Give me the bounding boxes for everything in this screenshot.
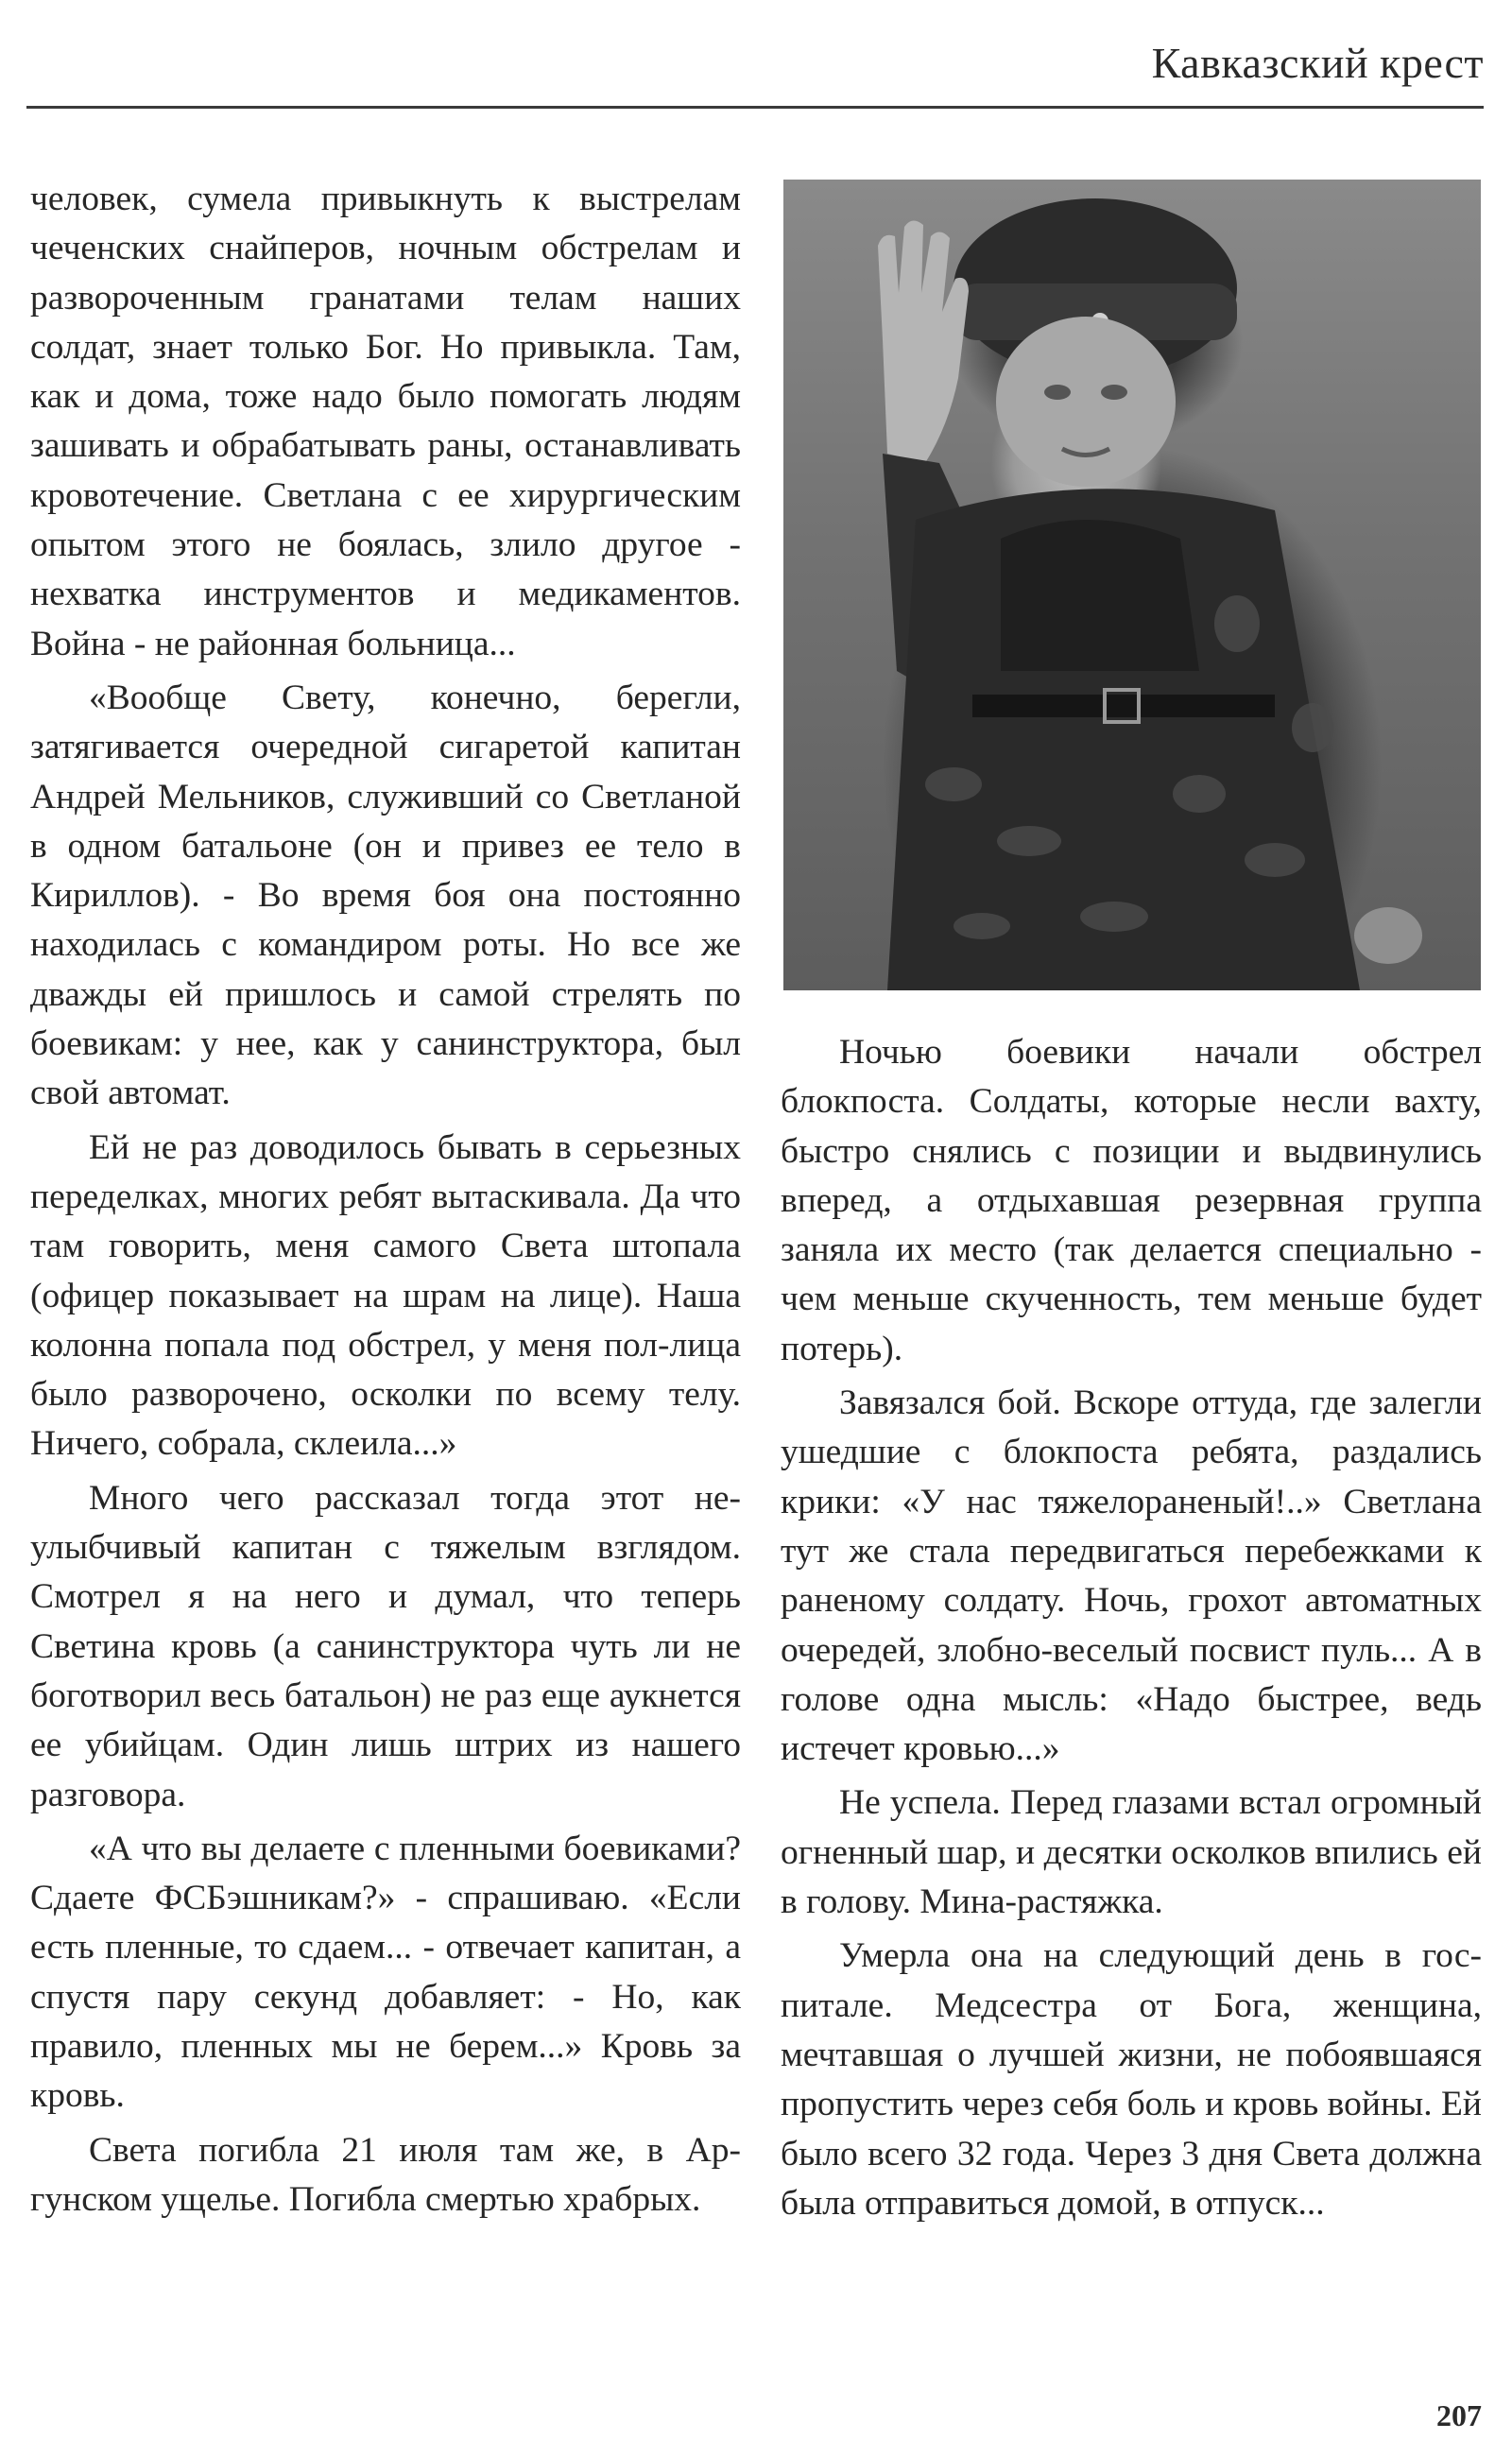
paragraph: Умерла она на следующий день в госпитале. Медсестра от Бога, женщина, мечтавшая о лучшей жизни, не побоявшаяся пропустить через себя боль и кровь войны. Ей было всего 32 года. Через 3 дня Света должна была отправиться домой, в отпуск... bbox=[781, 1936, 1482, 2223]
running-header-title: Кавказский крест bbox=[1151, 39, 1484, 87]
paragraph: «Вообще Свету, конечно, берегли, затягивается очередной сигаретой капитан Андрей Мельников, служивший со Светланой в одном батальоне (он и привез ее тело в Кириллов). - Во время боя она постоянно находилась с командиром роты. Но все же дважды ей пришлось и самой стрелять по боевикам: у нее, как у санинструктора, был свой автомат. bbox=[30, 678, 741, 1113]
paragraph: Много чего рассказал тогда этот неулыбчивый капитан с тяжелым взглядом. Смотрел я на него и думал, что теперь Светина кровь (а санинструктора чуть ли не боготворил весь батальон) не раз еще аукнется ее убийцам. Один лишь штрих из нашего разговора. bbox=[30, 1478, 741, 1814]
paragraph: Света погибла 21 июля там же, в Аргунском ущелье. Погибла смертью храбрых. bbox=[30, 2130, 741, 2219]
page-number: 207 bbox=[1436, 2398, 1482, 2432]
photo-illustration bbox=[783, 180, 1481, 990]
right-text-column bbox=[781, 1028, 1482, 2233]
paragraph: Завязался бой. Вскоре оттуда, где залегли ушедшие с блокпоста ребята, раздались крики: «У нас тяжелораненый!..» Светлана тут же стала передвигаться перебежками к раненому солдату. Ночь, грохот автоматных очередей, злобно-веселый посвист пуль... А в голове одна мысль: «Надо быстрее, ведь истечет кровью...» bbox=[781, 1383, 1482, 1769]
paragraph: Ночью боевики начали обстрел блокпоста. Солдаты, которые несли вахту, быстро снялись с позиции и выдвинулись вперед, а отдыхавшая резервная группа заняла их место (так делается специально - чем меньше скученность, тем меньше будет потерь). bbox=[781, 1033, 1482, 1368]
paragraph: Ей не раз доводилось бывать в серьезных переделках, многих ребят вытаскивала. Да что там говорить, меня самого Света штопала (офицер показывает на шрам на лице). Наша колонна попала под обстрел, у меня пол-лица было разворочено, осколки по всему телу. Ничего, собрала, склеила...» bbox=[30, 1127, 741, 1464]
paragraph: человек, сумела привыкнуть к выстрелам чеченских снайперов, ночным обстрелам и развороченным гранатами телам наших солдат, знает только Бог. Но привыкла. Там, как и дома, тоже надо было помогать людям зашивать и обрабатывать раны, останавливать кровотечение. Светлана с ее хирургическим опытом этого не боялась, злило другое - нехватка инструментов и медикаментов. Война - не районная больница... bbox=[30, 180, 741, 663]
left-text-column bbox=[30, 175, 741, 2229]
paragraph: Не успела. Перед глазами встал огромный огненный шар, и десятки осколков впились ей в голову. Мина-растяжка. bbox=[781, 1783, 1482, 1922]
running-header bbox=[26, 38, 1484, 109]
photo-woman-in-fur-hat-waving bbox=[783, 180, 1481, 990]
paragraph: «А что вы делаете с пленными боевиками? Сдаете ФСБэшникам?» - спрашиваю. «Если есть пленные, то сдаем... - отвечает капитан, а спустя пару секунд добавляет: - Но, как правило, пленных мы не берем...» Кровь за кровь. bbox=[30, 1829, 741, 2116]
